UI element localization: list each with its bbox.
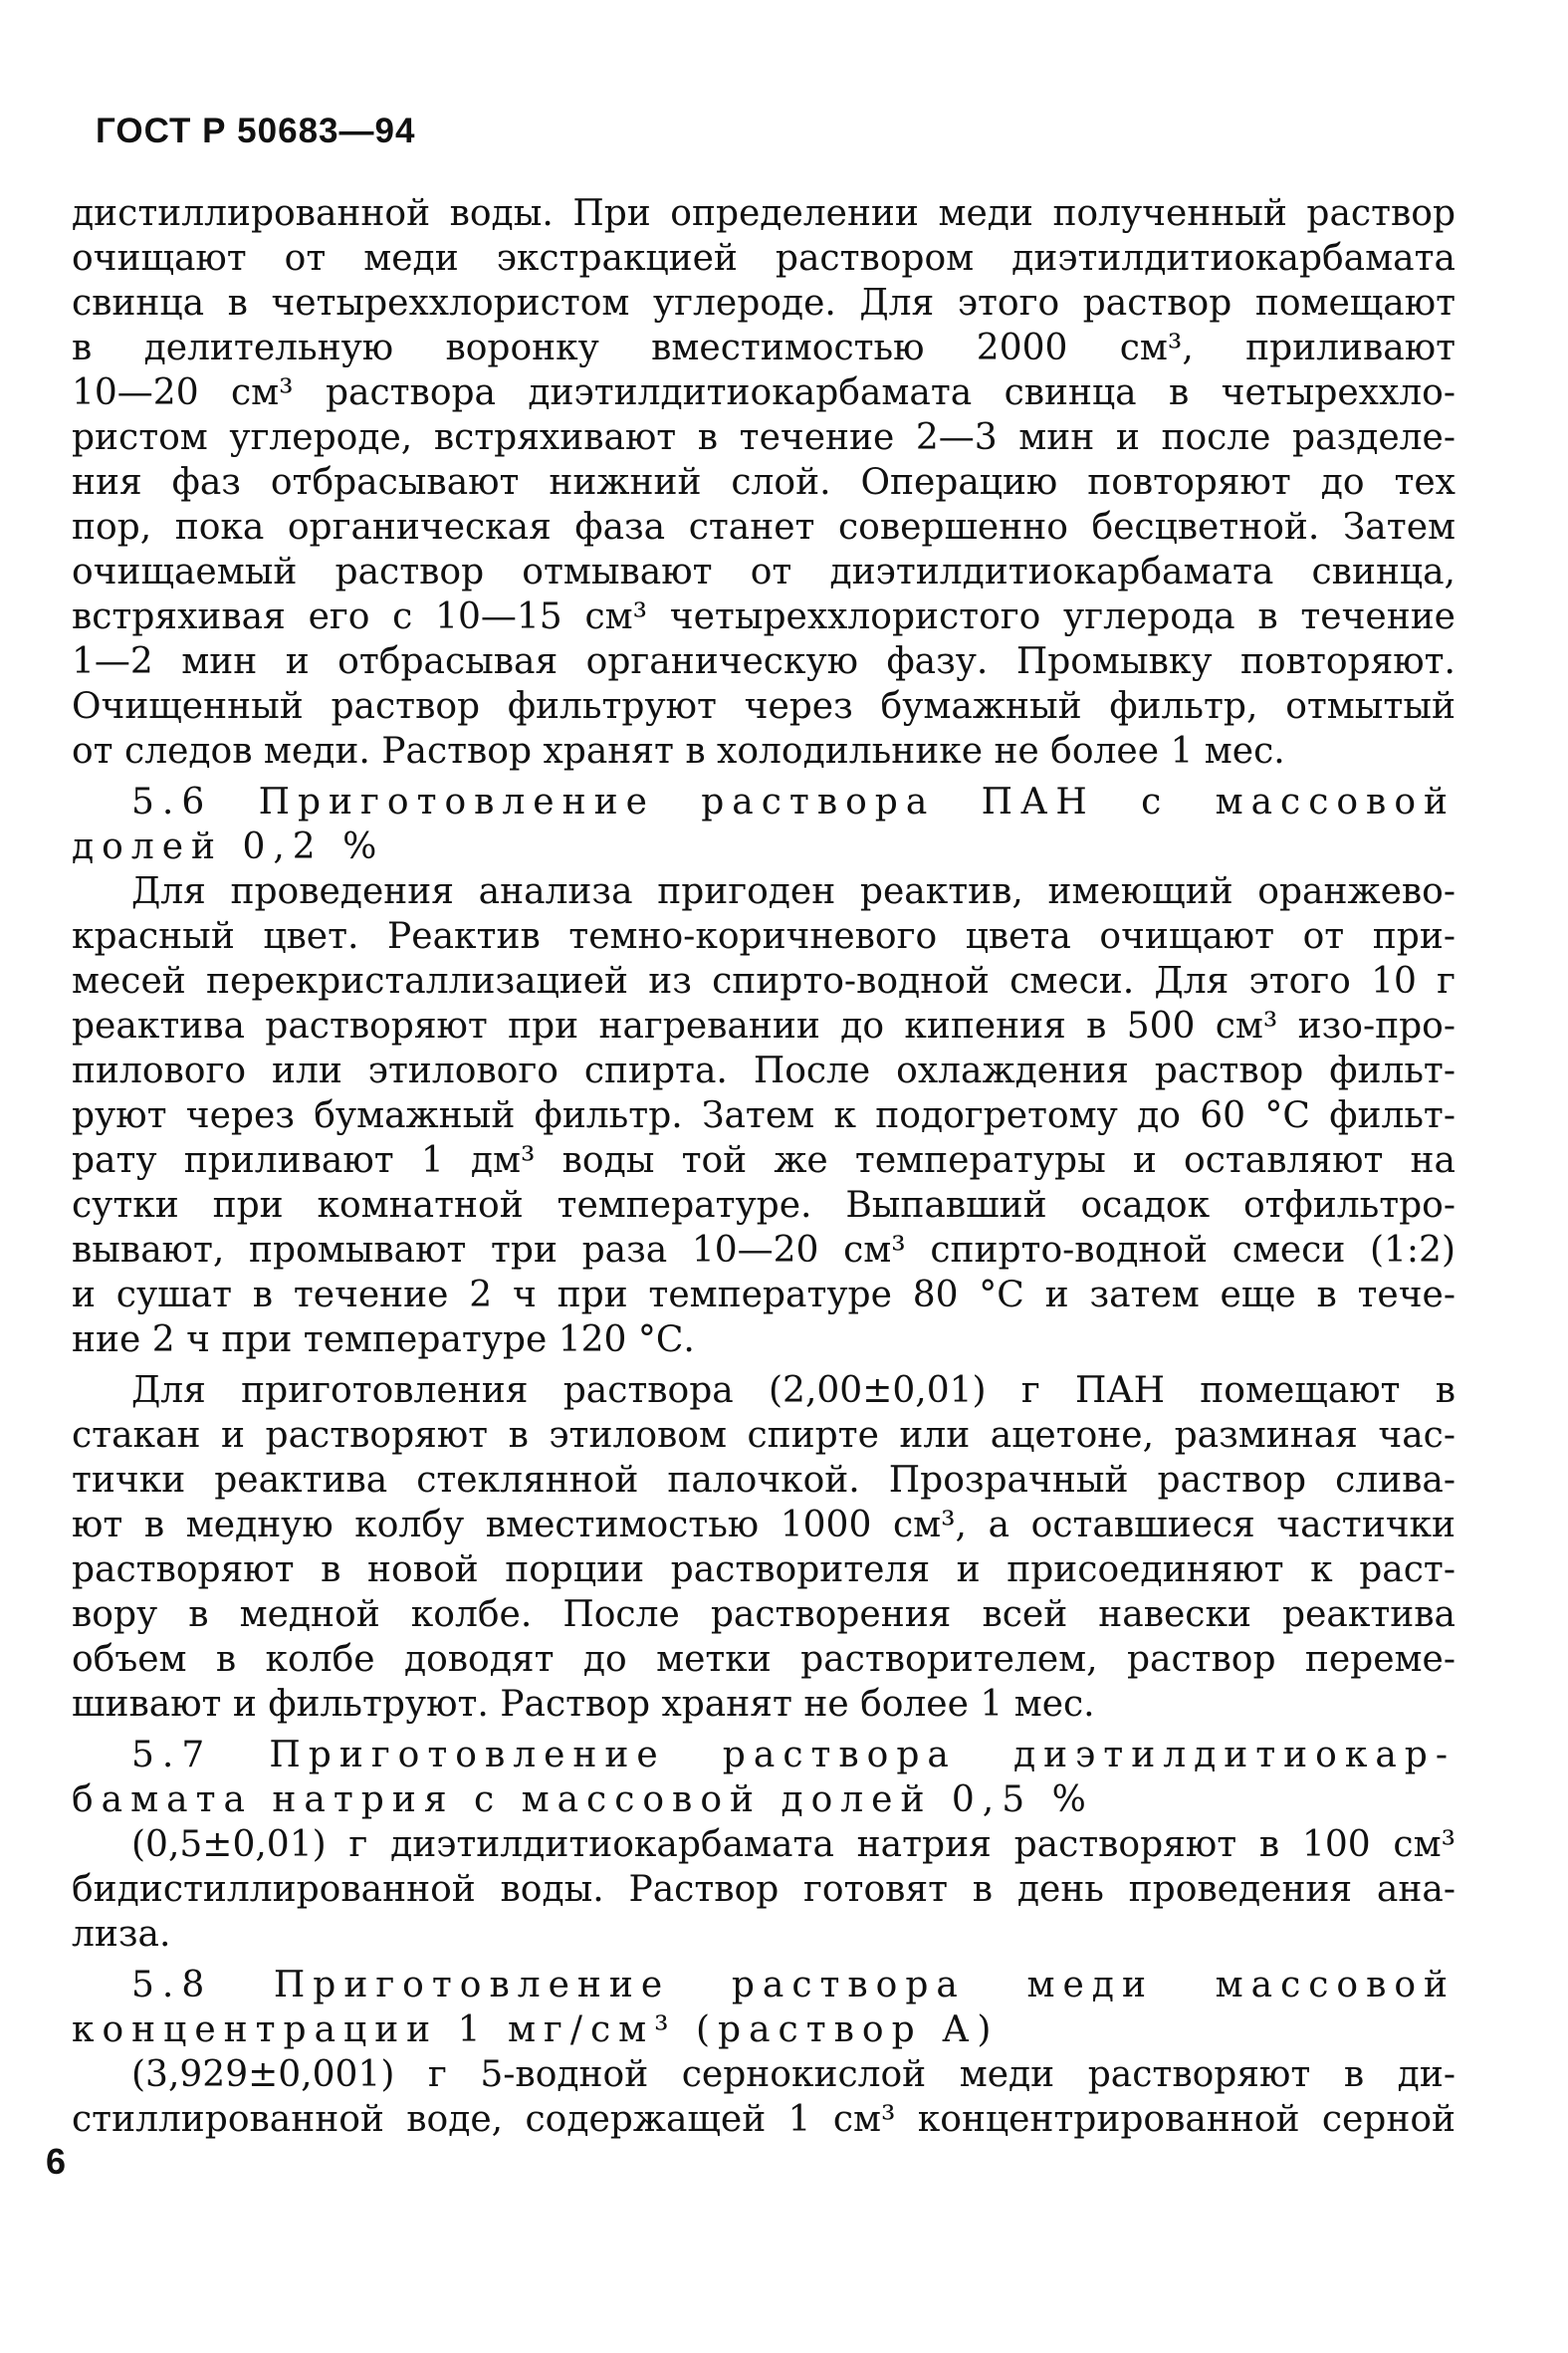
text-line: красный цвет. Реактив темно-коричневого цвета очищают от при- — [72, 916, 1456, 957]
heading-line: долей 0,2 % — [72, 826, 385, 867]
page-body — [72, 191, 1456, 2142]
text-line: Для приготовления раствора (2,00±0,01) г ПАН помещают в — [131, 1370, 1456, 1411]
text-line: и сушат в течение 2 ч при температуре 80 °С и затем еще в тече- — [72, 1275, 1456, 1315]
text-line: 10—20 см³ раствора диэтилдитиокарбамата свинца в четыреххло- — [72, 372, 1456, 413]
paragraph-continued — [72, 191, 1456, 774]
page-number: 6 — [46, 2141, 67, 2182]
paragraph — [72, 1368, 1456, 1727]
text-line: ния фаз отбрасывают нижний слой. Операцию повторяют до тех — [72, 462, 1456, 503]
text-line: (3,929±0,001) г 5-водной сернокислой меди растворяют в ди- — [131, 2054, 1456, 2095]
text-line: вывают, промывают три раза 10—20 см³ спирто-водной смеси (1:2) — [72, 1230, 1456, 1271]
text-line: сутки при комнатной температуре. Выпавший осадок отфильтро- — [72, 1185, 1456, 1226]
text-line: растворяют в новой порции растворителя и присоединяют к раст- — [72, 1549, 1456, 1590]
text-line: очищаемый раствор отмывают от диэтилдитиокарбамата свинца, — [72, 552, 1456, 592]
text-line: свинца в четыреххлористом углероде. Для этого раствор помещают — [72, 283, 1456, 324]
text-line: вору в медной колбе. После растворения всей навески реактива — [72, 1594, 1456, 1635]
text-line: тички реактива стеклянной палочкой. Прозрачный раствор слива- — [72, 1460, 1456, 1501]
text-line: ют в медную колбу вместимостью 1000 см³, а оставшиеся частички — [72, 1505, 1456, 1545]
text-line: 1—2 мин и отбрасывая органическую фазу. Промывку повторяют. — [72, 641, 1456, 682]
text-line: руют через бумажный фильтр. Затем к подогретому до 60 °С фильт- — [72, 1095, 1456, 1136]
text-line: ристом углероде, встряхивают в течение 2—3 мин и после разделе- — [72, 417, 1456, 458]
section-heading-5-7 — [72, 1733, 1456, 1822]
text-line: дистиллированной воды. При определении меди полученный раствор — [72, 193, 1456, 234]
text-line: очищают от меди экстракцией раствором диэтилдитиокарбамата — [72, 238, 1456, 279]
heading-line: 5.7 Приготовление раствора диэтилдитиокар- — [131, 1735, 1456, 1775]
text-line: пилового или этилового спирта. После охлаждения раствор фильт- — [72, 1051, 1456, 1091]
section-heading-5-6 — [72, 780, 1456, 869]
text-line: (0,5±0,01) г диэтилдитиокарбамата натрия растворяют в 100 см³ — [131, 1824, 1456, 1865]
text-line: реактива растворяют при нагревании до кипения в 500 см³ изо-про- — [72, 1006, 1456, 1047]
text-line: в делительную воронку вместимостью 2000 см³, приливают — [72, 328, 1456, 368]
paragraph — [72, 869, 1456, 1362]
text-line: шивают и фильтруют. Раствор хранят не более 1 мес. — [72, 1684, 1095, 1725]
text-line: объем в колбе доводят до метки растворителем, раствор переме- — [72, 1639, 1456, 1680]
text-line: рату приливают 1 дм³ воды той же температуры и оставляют на — [72, 1140, 1456, 1181]
text-line: лиза. — [72, 1914, 171, 1955]
text-line: ние 2 ч при температуре 120 °С. — [72, 1319, 695, 1360]
heading-line: концентрации 1 мг/см³ (раствор А) — [72, 2009, 1000, 2050]
text-line: встряхивая его с 10—15 см³ четыреххлористого углерода в течение — [72, 596, 1456, 637]
text-line: Очищенный раствор фильтруют через бумажный фильтр, отмытый — [72, 686, 1456, 727]
document-header: ГОСТ Р 50683—94 — [96, 112, 416, 150]
heading-line: бамата натрия с массовой долей 0,5 % — [72, 1779, 1094, 1820]
section-heading-5-8 — [72, 1963, 1456, 2052]
text-line: от следов меди. Раствор хранят в холодильнике не более 1 мес. — [72, 731, 1285, 772]
paragraph — [72, 2052, 1456, 2142]
paragraph — [72, 1822, 1456, 1957]
text-line: Для проведения анализа пригоден реактив, имеющий оранжево- — [131, 871, 1456, 912]
text-line: пор, пока органическая фаза станет совершенно бесцветной. Затем — [72, 507, 1456, 548]
text-line: месей перекристаллизацией из спирто-водной смеси. Для этого 10 г — [72, 961, 1456, 1002]
heading-line: 5.8 Приготовление раствора меди массовой — [131, 1965, 1456, 2005]
text-line: стакан и растворяют в этиловом спирте или ацетоне, разминая час- — [72, 1415, 1456, 1456]
heading-line: 5.6 Приготовление раствора ПАН с массовой — [131, 782, 1456, 823]
text-line: бидистиллированной воды. Раствор готовят в день проведения ана- — [72, 1869, 1456, 1910]
text-line: стиллированной воде, содержащей 1 см³ концентрированной серной — [72, 2099, 1456, 2140]
